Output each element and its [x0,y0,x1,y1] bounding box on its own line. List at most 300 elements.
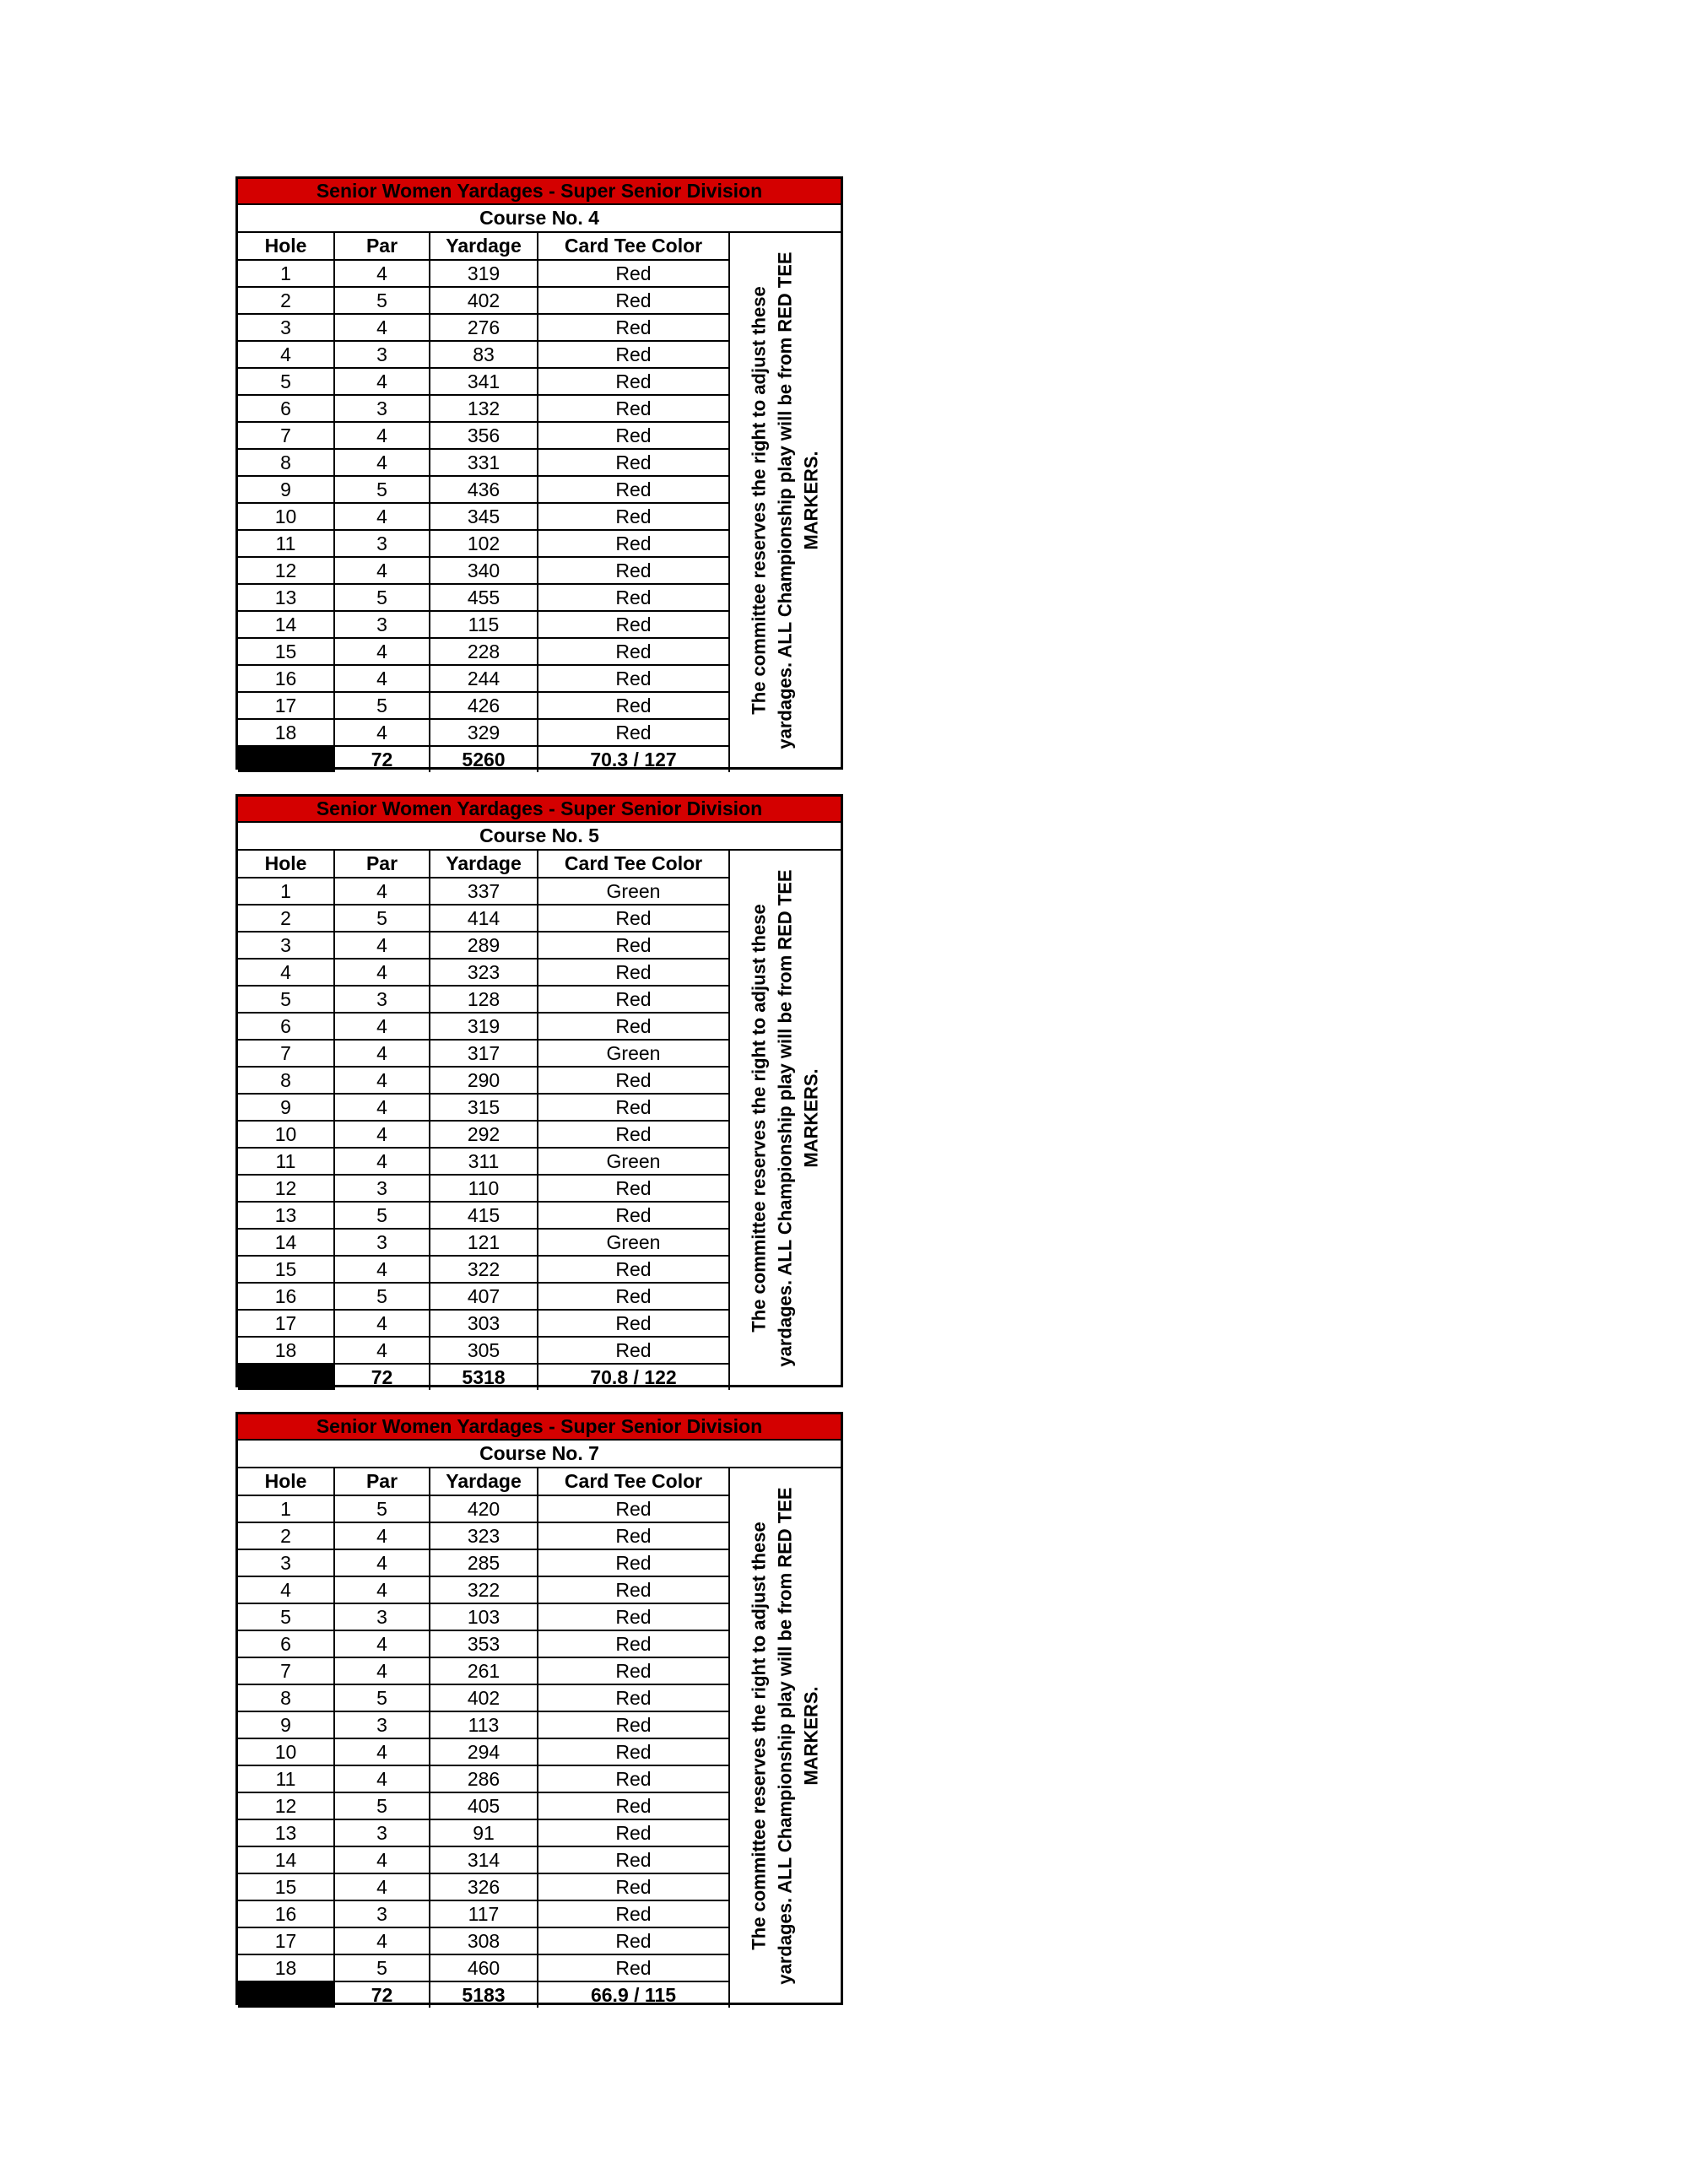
tee-color: Red [538,341,729,368]
hole-row [238,1283,729,1310]
yardage-table [238,1468,730,2008]
yardage-value: 110 [430,1175,538,1202]
hole-number: 12 [238,557,334,584]
tee-color: Red [538,1927,729,1954]
tee-color: Red [538,1094,729,1121]
course-label: Course No. 4 [235,205,843,233]
yardage-card-course-7 [235,1412,843,2005]
hole-row [238,1256,729,1283]
hole-row [238,719,729,746]
tee-color: Red [538,1738,729,1765]
total-hole-cell [238,1981,334,2008]
yardage-value: 128 [430,986,538,1013]
yardage-value: 305 [430,1337,538,1364]
yardage-header: Yardage [430,851,538,878]
tee-color-header: Card Tee Color [538,1468,729,1495]
hole-row [238,986,729,1013]
hole-number: 3 [238,314,334,341]
tee-color: Red [538,1283,729,1310]
tee-color: Red [538,1495,729,1522]
total-row [238,746,729,773]
yardage-value: 436 [430,476,538,503]
tee-color: Red [538,1175,729,1202]
tee-color: Red [538,1684,729,1711]
hole-number: 10 [238,503,334,530]
hole-rows [238,260,729,746]
hole-number: 13 [238,1202,334,1229]
committee-note-text: The committee reserves the right to adjust these yardages. ALL Championship play will be from RED TEE MARKERS. [748,868,822,1367]
yardage-value: 345 [430,503,538,530]
yardage-value: 317 [430,1040,538,1067]
yardage-value: 341 [430,368,538,395]
tee-color: Red [538,1765,729,1792]
hole-row [238,959,729,986]
hole-row [238,1603,729,1630]
par-value: 4 [334,1846,430,1873]
tee-color: Red [538,665,729,692]
tee-color: Red [538,1603,729,1630]
par-value: 4 [334,260,430,287]
par-value: 4 [334,449,430,476]
hole-number: 5 [238,368,334,395]
header-row [238,233,729,260]
card-body [235,1468,843,2005]
hole-number: 18 [238,719,334,746]
yardage-value: 331 [430,449,538,476]
hole-number: 11 [238,1148,334,1175]
hole-number: 11 [238,1765,334,1792]
yardage-header: Yardage [430,233,538,260]
par-value: 3 [334,1711,430,1738]
tee-color: Red [538,584,729,611]
hole-row [238,638,729,665]
hole-row [238,1202,729,1229]
hole-row [238,1094,729,1121]
yardage-value: 426 [430,692,538,719]
committee-note [729,851,841,1385]
tee-color: Red [538,1013,729,1040]
yardage-value: 117 [430,1900,538,1927]
course-rating-slope: 66.9 / 115 [538,1981,729,2008]
tee-color: Red [538,611,729,638]
par-value: 3 [334,395,430,422]
hole-row [238,1522,729,1549]
tee-color: Red [538,1121,729,1148]
total-row [238,1981,729,2008]
tee-color: Red [538,1711,729,1738]
hole-number: 1 [238,1495,334,1522]
hole-row [238,692,729,719]
hole-row [238,1684,729,1711]
yardage-value: 292 [430,1121,538,1148]
hole-number: 6 [238,1630,334,1657]
hole-number: 17 [238,1927,334,1954]
tee-color: Red [538,959,729,986]
par-value: 4 [334,1121,430,1148]
tee-color: Red [538,986,729,1013]
hole-row [238,1846,729,1873]
hole-row [238,1630,729,1657]
hole-number: 9 [238,1711,334,1738]
par-value: 4 [334,1927,430,1954]
hole-number: 13 [238,584,334,611]
yardage-value: 415 [430,1202,538,1229]
hole-row [238,1549,729,1576]
par-value: 4 [334,665,430,692]
par-value: 4 [334,314,430,341]
par-value: 3 [334,986,430,1013]
par-value: 4 [334,932,430,959]
committee-note [729,1468,841,2003]
hole-row [238,1175,729,1202]
par-value: 4 [334,1337,430,1364]
hole-number: 6 [238,1013,334,1040]
hole-row [238,1711,729,1738]
tee-color: Red [538,503,729,530]
tee-color: Red [538,1256,729,1283]
par-value: 4 [334,1040,430,1067]
par-value: 4 [334,1148,430,1175]
tee-color: Red [538,1202,729,1229]
par-value: 5 [334,1495,430,1522]
hole-row [238,1765,729,1792]
card-title: Senior Women Yardages - Super Senior Division [235,1412,843,1441]
par-value: 5 [334,584,430,611]
par-value: 3 [334,1900,430,1927]
yardage-value: 319 [430,260,538,287]
par-value: 4 [334,1657,430,1684]
hole-number: 16 [238,665,334,692]
yardage-value: 91 [430,1819,538,1846]
par-value: 3 [334,1229,430,1256]
par-value: 5 [334,287,430,314]
tee-color: Green [538,1229,729,1256]
yardage-value: 323 [430,959,538,986]
yardage-value: 314 [430,1846,538,1873]
yardage-value: 244 [430,665,538,692]
par-value: 4 [334,1013,430,1040]
yardage-value: 414 [430,905,538,932]
yardage-value: 261 [430,1657,538,1684]
course-label: Course No. 7 [235,1441,843,1468]
yardage-value: 294 [430,1738,538,1765]
hole-row [238,665,729,692]
tee-color: Red [538,1630,729,1657]
hole-row [238,1900,729,1927]
yardage-value: 340 [430,557,538,584]
par-value: 4 [334,1549,430,1576]
hole-number: 11 [238,530,334,557]
yardage-value: 322 [430,1576,538,1603]
hole-row [238,314,729,341]
par-value: 3 [334,611,430,638]
hole-row [238,1495,729,1522]
tee-color: Green [538,1040,729,1067]
yardage-value: 121 [430,1229,538,1256]
par-value: 4 [334,719,430,746]
par-value: 4 [334,1873,430,1900]
par-value: 5 [334,1684,430,1711]
total-yardage: 5260 [430,746,538,773]
tee-color: Red [538,1792,729,1819]
hole-number: 7 [238,1040,334,1067]
yardage-value: 405 [430,1792,538,1819]
tee-color: Red [538,449,729,476]
hole-number: 1 [238,878,334,905]
hole-header: Hole [238,233,334,260]
yardage-value: 356 [430,422,538,449]
tee-color: Red [538,1954,729,1981]
tee-color: Red [538,1819,729,1846]
yardage-value: 290 [430,1067,538,1094]
hole-row [238,1067,729,1094]
hole-row [238,557,729,584]
par-value: 5 [334,1202,430,1229]
hole-row [238,476,729,503]
par-value: 5 [334,1283,430,1310]
hole-number: 10 [238,1738,334,1765]
hole-row [238,1310,729,1337]
hole-number: 5 [238,1603,334,1630]
yardage-card-course-4 [235,176,843,770]
tee-color: Red [538,314,729,341]
par-value: 4 [334,1310,430,1337]
hole-row [238,878,729,905]
hole-number: 9 [238,476,334,503]
hole-row [238,341,729,368]
tee-color: Red [538,368,729,395]
yardage-value: 337 [430,878,538,905]
par-header: Par [334,851,430,878]
tee-color: Red [538,422,729,449]
tee-color: Red [538,1522,729,1549]
hole-row [238,584,729,611]
total-row [238,1364,729,1391]
tee-color: Red [538,395,729,422]
hole-number: 3 [238,932,334,959]
par-value: 4 [334,1522,430,1549]
tee-color: Red [538,1549,729,1576]
hole-number: 5 [238,986,334,1013]
tee-color-header: Card Tee Color [538,851,729,878]
yardage-value: 402 [430,1684,538,1711]
committee-note-text: The committee reserves the right to adjust these yardages. ALL Championship play will be from RED TEE MARKERS. [748,1486,822,1985]
hole-number: 1 [238,260,334,287]
yardage-table [238,851,730,1390]
hole-number: 8 [238,1067,334,1094]
card-body [235,233,843,770]
yardage-value: 228 [430,638,538,665]
yardage-value: 402 [430,287,538,314]
hole-row [238,1738,729,1765]
par-value: 4 [334,638,430,665]
hole-number: 14 [238,1229,334,1256]
total-par: 72 [334,1981,430,2008]
hole-row [238,1148,729,1175]
par-value: 5 [334,1954,430,1981]
par-value: 4 [334,1576,430,1603]
course-rating-slope: 70.3 / 127 [538,746,729,773]
par-value: 4 [334,422,430,449]
par-value: 4 [334,1067,430,1094]
yardage-value: 83 [430,341,538,368]
yardage-value: 323 [430,1522,538,1549]
hole-number: 7 [238,1657,334,1684]
hole-number: 8 [238,1684,334,1711]
hole-row [238,1873,729,1900]
hole-number: 2 [238,1522,334,1549]
par-value: 3 [334,530,430,557]
par-value: 4 [334,368,430,395]
yardage-value: 132 [430,395,538,422]
par-value: 4 [334,557,430,584]
hole-row [238,449,729,476]
par-header: Par [334,1468,430,1495]
hole-number: 4 [238,1576,334,1603]
total-yardage: 5318 [430,1364,538,1391]
tee-color: Red [538,638,729,665]
hole-number: 3 [238,1549,334,1576]
yardage-value: 102 [430,530,538,557]
hole-number: 18 [238,1954,334,1981]
par-value: 5 [334,1792,430,1819]
par-header: Par [334,233,430,260]
total-yardage: 5183 [430,1981,538,2008]
committee-note [729,233,841,767]
tee-color: Red [538,557,729,584]
tee-color: Red [538,1846,729,1873]
hole-rows [238,1495,729,1981]
hole-number: 8 [238,449,334,476]
hole-number: 4 [238,959,334,986]
par-value: 4 [334,1738,430,1765]
tee-color: Red [538,1873,729,1900]
par-value: 5 [334,692,430,719]
tee-color: Red [538,719,729,746]
header-row [238,1468,729,1495]
hole-number: 14 [238,611,334,638]
tee-color: Red [538,692,729,719]
hole-number: 18 [238,1337,334,1364]
hole-row [238,503,729,530]
yardage-value: 455 [430,584,538,611]
hole-row [238,1927,729,1954]
hole-number: 12 [238,1175,334,1202]
hole-row [238,368,729,395]
hole-number: 15 [238,1256,334,1283]
hole-number: 16 [238,1900,334,1927]
hole-number: 7 [238,422,334,449]
tee-color: Red [538,905,729,932]
hole-row [238,422,729,449]
hole-number: 14 [238,1846,334,1873]
total-par: 72 [334,746,430,773]
yardage-value: 115 [430,611,538,638]
par-value: 4 [334,1630,430,1657]
yardage-value: 322 [430,1256,538,1283]
par-value: 4 [334,1256,430,1283]
tee-color: Green [538,1148,729,1175]
hole-number: 15 [238,638,334,665]
card-title: Senior Women Yardages - Super Senior Division [235,176,843,205]
hole-number: 16 [238,1283,334,1310]
hole-row [238,1337,729,1364]
hole-row [238,1040,729,1067]
hole-number: 10 [238,1121,334,1148]
yardage-header: Yardage [430,1468,538,1495]
hole-row [238,395,729,422]
hole-number: 6 [238,395,334,422]
yardage-value: 276 [430,314,538,341]
yardage-value: 329 [430,719,538,746]
hole-row [238,1121,729,1148]
hole-header: Hole [238,1468,334,1495]
par-value: 4 [334,503,430,530]
yardage-value: 315 [430,1094,538,1121]
hole-row [238,1819,729,1846]
tee-color: Red [538,476,729,503]
par-value: 4 [334,1765,430,1792]
par-value: 3 [334,1819,430,1846]
par-value: 4 [334,1094,430,1121]
hole-number: 4 [238,341,334,368]
total-par: 72 [334,1364,430,1391]
hole-row [238,1657,729,1684]
hole-row [238,932,729,959]
yardage-card-course-5 [235,794,843,1387]
card-body [235,851,843,1387]
par-value: 3 [334,1603,430,1630]
tee-color: Red [538,1657,729,1684]
par-value: 4 [334,878,430,905]
tee-color: Red [538,1310,729,1337]
hole-row [238,287,729,314]
yardage-value: 407 [430,1283,538,1310]
par-value: 3 [334,1175,430,1202]
hole-number: 17 [238,1310,334,1337]
hole-number: 9 [238,1094,334,1121]
tee-color-header: Card Tee Color [538,233,729,260]
yardage-value: 103 [430,1603,538,1630]
committee-note-text: The committee reserves the right to adjust these yardages. ALL Championship play will be from RED TEE MARKERS. [748,251,822,749]
yardage-value: 353 [430,1630,538,1657]
yardage-value: 286 [430,1765,538,1792]
hole-number: 13 [238,1819,334,1846]
hole-number: 17 [238,692,334,719]
yardage-value: 460 [430,1954,538,1981]
par-value: 3 [334,341,430,368]
tee-color: Green [538,878,729,905]
yardage-value: 319 [430,1013,538,1040]
yardage-value: 420 [430,1495,538,1522]
tee-color: Red [538,530,729,557]
tee-color: Red [538,260,729,287]
hole-row [238,260,729,287]
hole-row [238,905,729,932]
total-hole-cell [238,746,334,773]
hole-number: 2 [238,287,334,314]
tee-color: Red [538,1067,729,1094]
hole-row [238,1954,729,1981]
tee-color: Red [538,1900,729,1927]
yardage-value: 326 [430,1873,538,1900]
hole-number: 2 [238,905,334,932]
yardage-table [238,233,730,772]
yardage-value: 285 [430,1549,538,1576]
course-rating-slope: 70.8 / 122 [538,1364,729,1391]
hole-number: 12 [238,1792,334,1819]
tee-color: Red [538,287,729,314]
